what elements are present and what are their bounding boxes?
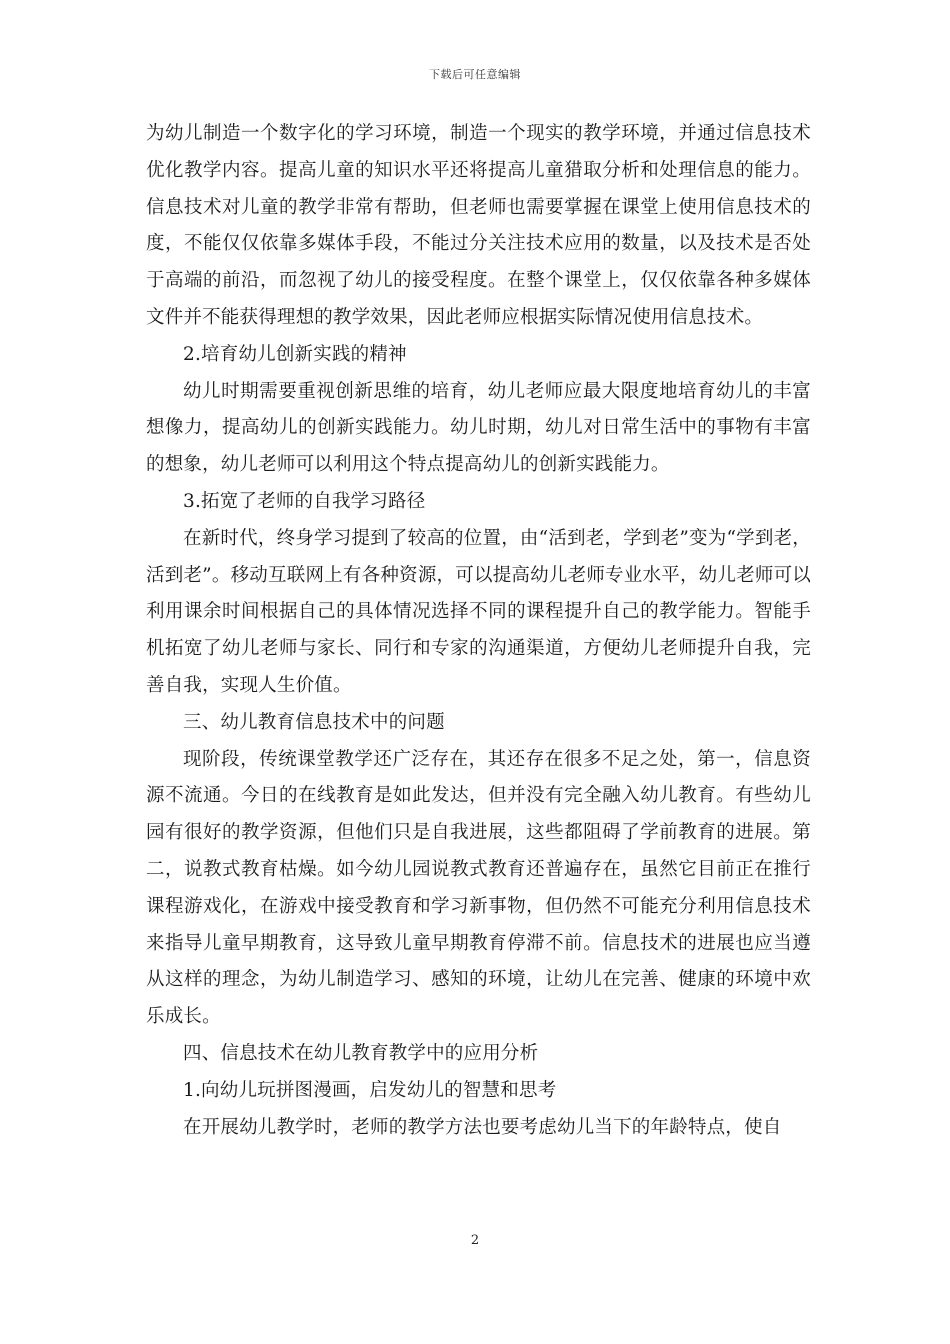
page-header: 下载后可任意编辑: [429, 68, 521, 81]
page-number: 2: [470, 1233, 480, 1248]
paragraph: 在开展幼儿教学时，老师的教学方法也要考虑幼儿当下的年龄特点，使自: [183, 1116, 782, 1138]
section-heading-3: 3.拓宽了老师的自我学习路径: [183, 490, 426, 512]
section-heading-2: 2.培育幼儿创新实践的精神: [183, 343, 407, 365]
section-heading-part-4: 四、信息技术在幼儿教育教学中的应用分析: [183, 1042, 539, 1064]
paragraph: 在新时代，终身学习提到了较高的位置，由“活到老，学到老”变为“学到老，活到老”。移动互联网上有各种资源，可以提高幼儿老师专业水平，幼儿老师可以利用课余时间根据自己的具体情况选择不同的课程提升自己的教学能力。智能手机拓宽了幼儿老师与家长、同行和专家的沟通渠道，方便幼儿老师提升自我，完善自我，实现人生价值。: [146, 527, 811, 696]
section-heading-1: 1.向幼儿玩拼图漫画，启发幼儿的智慧和思考: [183, 1079, 557, 1101]
document-body: [146, 116, 811, 1146]
paragraph: 现阶段，传统课堂教学还广泛存在，其还存在很多不足之处，第一，信息资源不流通。今日的在线教育是如此发达，但并没有完全融入幼儿教育。有些幼儿园有很好的教学资源，但他们只是自我进展，这些都阻碍了学前教育的进展。第二，说教式教育枯燥。如今幼儿园说教式教育还普遍存在，虽然它目前正在推行课程游戏化，在游戏中接受教育和学习新事物，但仍然不可能充分利用信息技术来指导儿童早期教育，这导致儿童早期教育停滞不前。信息技术的进展也应当遵从这样的理念，为幼儿制造学习、感知的环境，让幼儿在完善、健康的环境中欢乐成长。: [146, 748, 811, 1028]
section-heading-part-3: 三、幼儿教育信息技术中的问题: [183, 711, 445, 733]
paragraph-intro: 为幼儿制造一个数字化的学习环境，制造一个现实的教学环境，并通过信息技术优化教学内容。提高儿童的知识水平还将提高儿童猎取分析和处理信息的能力。信息技术对儿童的教学非常有帮助，但老师也需要掌握在课堂上使用信息技术的度，不能仅仅依靠多媒体手段，不能过分关注技术应用的数量，以及技术是否处于高端的前沿，而忽视了幼儿的接受程度。在整个课堂上，仅仅依靠各种多媒体文件并不能获得理想的教学效果，因此老师应根据实际情况使用信息技术。: [146, 123, 811, 328]
paragraph: 幼儿时期需要重视创新思维的培育，幼儿老师应最大限度地培育幼儿的丰富想像力，提高幼儿的创新实践能力。幼儿时期，幼儿对日常生活中的事物有丰富的想象，幼儿老师可以利用这个特点提高幼儿的创新实践能力。: [146, 380, 811, 476]
